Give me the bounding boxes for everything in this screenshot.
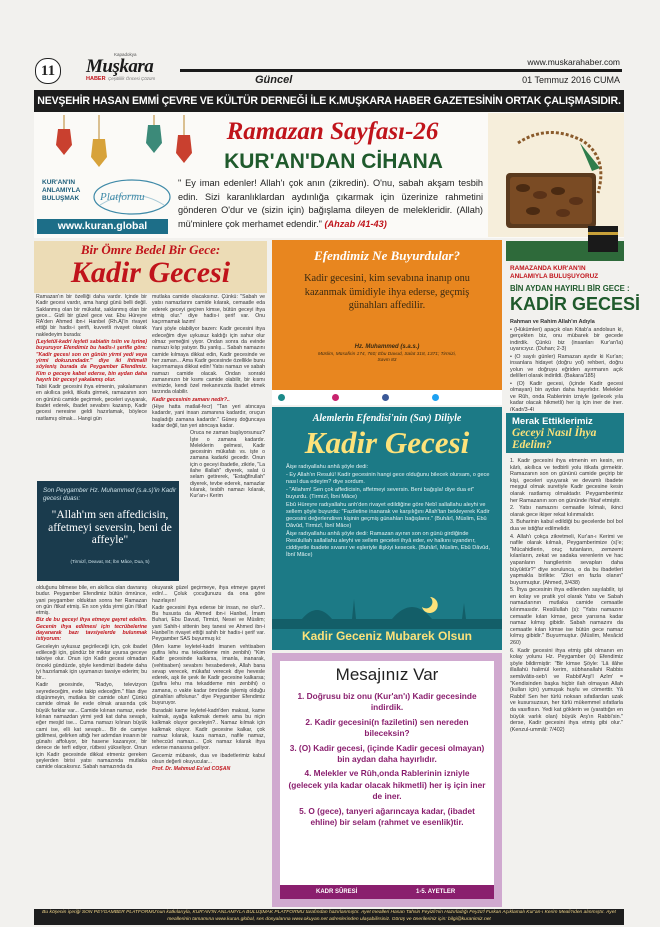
paragraph: Yani şöyle olabiliyor bazen: Kadir gecesini ihya edeceğim diye uykusuz kaldığı için sahur olur olmaz yemeğini yiyor. Ondan sonra da evinde namazı kılıp yatıyor. Bu yanlış... Sabah namazını camide kılmaya dikkat edin, Kadir gecesinde ve her zaman... Ama Kadir gecesinde özellikle bunu kaçırmamaya dikkat edin! Yatsı namazı ve sabah namazı camide olacak. Ondan sonraki zamanınızın bir kısmı camide olabilir, bir kısmı evinizde, kendi özel mekanınızda ibadet etmek tarzında olabilir. (152, 326, 265, 396)
message-item: 4. Melekler ve Rûh,onda Rablerinin izniyle (gelecek yıla kadar olacak hikmetli) her iş için iner de iner. (288, 768, 486, 802)
paragraph: 3. Buharinin kabul edildiği bu gecelerde bol bol dua ve istiğfar edilmelidir. (510, 519, 623, 532)
paragraph: Biz de bu geceyi ihya etmeye gayret edelim. Gecenin ihya edilmesi için tecrübelerine dayanarak bazı tavsiyelerde bulunmak istiyorum: (36, 617, 147, 643)
kadir-footer: Kadir Geceniz Mubarek Olsun (301, 629, 473, 643)
footer-text: Bu köşenin içeriği SON PEYGAMBER PLATFORMU'nun katkılarıyla, KUR'AN'IN ANLAMIYLA BULUŞMAK PLATFORMU tarafından hazırlanmıştır. Ayet mealleri Hasan Tahsin Feyizli'nin Hazırladığı Feyzü'l Furkan Açıklamalı Kur'an-ı Kerim Meali'nden alınmıştır. Ayet meallerinin tamamına www.kuran.global, ses dosyalarına www.okuyan.net adreslerinden ulaşabilirsiniz. Görüş ve önerileriniz için: bilgi@kuranimiz.net (42, 910, 616, 922)
paragraph: Oruca ne zaman başlıyorsunuz? İşte o zamana kadardır. Meleklerin gelmesi, Kadir gecesinin mükafatı vs. işte o zamana kadarki gecedir. Onun için o geceyi ibadetle, zikirle, "La ilahe illallah" diyerek, salat ü selam getirerek, "Estağfirullah" diyerek, tevbe ederek, namazlar kılarak, tesbih namazı kılarak, Kur'an-ı Kerim (190, 430, 265, 500)
paragraph: okuyarak güzel geçirmeye, ihya etmeye gayret edin!... Çoluk çocuğunuzu da ona göre hazırlayın! (152, 585, 265, 604)
paragraph: Âişe radıyallahu anhâ şöyle dedi: (286, 464, 369, 470)
paragraph: • (Hükümleri) apaçık olan Kitab'a andolsun ki, gerçekten biz, onu mübarek bir gecede indirdik. Çünkü biz (insanları Kur'an'la) uyarıcıyız. (Duhan; 2-3) (510, 326, 623, 352)
paragraph: Âişe radıyallahu anhâ şöyle dedi: Ramazan ayının son on günü girdiğinde Resûlullah sallallahu aleyhi ve sellem geceleri ihyâ eder, ev halkını uyandırır, ciddiyetle ibadete sıvanır ve eşleriyle ilişkiyi kesecek. (Buhârî, Müslim, Ebû Dâvûd, İbnî Mâce) (286, 531, 490, 558)
right-top-text (510, 319, 623, 411)
platform-url[interactable] (37, 219, 168, 234)
paragraph: Buradaki kame leyletel-kadri'den maksat, kame kalmak, ayağa kalkmak demek ama bu niçin kalkmak oluyor geceleyin?.. Namaz kılmak için kalkmak oluyor. Kadir gecesine kalkar, çok namaz kılarak, kaza namazı, nafile namaz, teheccüd namazı... Çok namaz kılarak ihya ederse manasına geliyor. (152, 707, 265, 752)
logo (66, 52, 176, 88)
paragraph: Ebû Hüreyre radıyallahu anh'den rivayet edildiğine göre Nebî sallallahu aleyhi ve sellem şöyle buyurdu: "Faziletine inanarak ve karşılığını Allah'tan bekleyerek Kadir gecesini değerlendiren kişinin geçmiş günahları bağışlanır." (Buhârî, Müslim, Ebû Dâvûd, Tirmizî, İbnî Mâce) (286, 502, 490, 529)
share-icon[interactable] (432, 394, 439, 401)
kadir-headline: Kadir Gecesi (304, 425, 470, 460)
paragraph: 6. Kadir gecesini ihya etmiş gibi olmanın en kolay yolunu Hz. Peygamber (s) Efendimiz şöyle bildirmiştir: "Bir kimse Şöyle: 'Lâ ilâhe illallahü halimül kerim, sübhanallahi Rabbis semâvâtis-seb'i ve Rabbil'Arşi'l Azîm' = "Kendisinden başka hiçbir ilah olmayan Allah (kulları için) yumuşak huylu ve cömerttir. Yâ Rabbi! Sen her türlü noksan sıfatlardan uzak ve kusursuzsun, her türlü mükemmel sıfatlarla da vasıflısın. Yedi kat göklerin ve (yarattığın en büyük varlık olan) büyük Arş'ın Rabbi'sin." derse, Kadir gecesini ihya etmiş gibi olur." (Kenzul-ummâl: 7/402) (510, 647, 623, 733)
paragraph: Kadir gecesinde, "Radyo, televizyon seyredeceğim, evde takip edeceğim." filan diye düşünmeyin, mutlaka bir camide olun! Çünkü camide olmak ile evde olmak arasında çok büyük farklar var... Camide kılınan namaz, evde kılınan namazdan yirmi yedi kat daha sevaplı, eğer mesjid ise... Cuma namazı kılınan büyük cami ise, elli kat sevaplı... Bir de camiye gidilmesi, gelirken attığı her adımdan insanın bir günahı affoluyor, bir hasene kazanıyor, bir derece de terfi ediyor, rütbesi yükseliyor. Onun için Kadir gecesinde dikkat etmeniz gereken şeylerden birisi yatsı namazında mutlaka camide olacaksınız. Sabah namazında da (36, 682, 147, 771)
verse-body: " Ey iman edenler! Allah'ı çok anın (zikredin). O'nu, sabah akşam tesbih edin. Sizi karanlıklardan aydınlığa çıkarmak için üzerinize rahmetini gönderen O'dur ve (sizin için) bağışlama dileyen de melekleridir. (Allah) mü'minlere çok merhamet edendir." (178, 178, 483, 229)
message-title: Mesajınız Var (335, 665, 439, 684)
right-top-label2: ANLAMIYLA BULUŞUYORUZ (510, 273, 599, 280)
kadir-hadith-box (272, 407, 502, 650)
logo-top: Kapadokya (114, 52, 137, 57)
logo-name: Muşkara (86, 56, 154, 77)
paragraph: 4. Allah'ı çokça zikretmeli, Kur'an-ı Kerimi ve nafile olarak kılmalı, Peygamberimize (s)'e; "Mücahidlerin, oruç tutanların, zemzemi kılanların, zekat ve sadaka verenlerin ve hac yapanların hangilerinin sevapları daha büyüktür?" diye sorulunca, o da bu ibadetleri yapmakla birlikte: "Zikri en fazla olanın" buyurmuştur. (Ahmed, 3/438) (510, 533, 623, 586)
paragraph: mutlaka camide olacaksınız. Çünkü: "Sabah ve yatsı namazlarını camide kılarak, cemaatle eda ederek geceyi geçiren kimse, bütün geceyi ihya etmiş olur." diye hadis-i şerif var. Onu kaçırmamak lazım! (152, 294, 265, 326)
left-article-col1b (36, 585, 147, 907)
right-bottom-kicker: Merak Ettiklerimiz (512, 416, 593, 427)
kaaba-icon (580, 212, 624, 258)
paragraph: Geceleyin uykusuz geçirileceği için, çok ibadet edileceği için, gündüz bir miktar uyursa geceye takviye olur. Onun için Kadir gecesi olmadan önceki gündüzde, şöyle kendimizi ibadete daha iyi hazırlamak için uyumanızı tavsiye ederim; bu bir... (36, 643, 147, 682)
platform-line3: BULUŞMAK (42, 195, 80, 202)
website-url[interactable]: www.muskarahaber.com (527, 57, 620, 67)
lantern-icon (44, 115, 204, 181)
paragraph: 2. Yatsı namazını cemaatle kılmalı, ikinci olarak gece ikişer rekat kılınmalıdır. (510, 505, 623, 518)
share-bar (272, 390, 502, 405)
paragraph: olduğunu bilmese bile, en akıllıca olan davranış budur. Peygamber Efendimiz bütün ömrünce, yani peygamber olduktan sonra her Ramazan on gün i'tikaf etmiş. En son yılda yirmi gün i'tikaf etmiş. (36, 585, 147, 617)
paragraph: (Men kame leyletel-kadri imanen vehtisaben gufira lehu ma tekaddeme min zenbihi) "Kim Kadir gecesinde kalkarsa, imanla, inanarak, (vehtisaben) sevabını hesabederek, Allah bana sevap verecek, mükafat verecek diye hevesle ederek, aşk ile şevk ile Kadir gecesine kalkarsa; (gufira lehu ma tekaddeme min zenbihi) o zamana, o vakte kadar ömründe işlemiş olduğu günahları affolunur." diye Peygamber Efendimiz buyuruyor. (152, 643, 265, 707)
right-bottom-header (506, 413, 624, 453)
banner-text: NEVŞEHİR HASAN EMMİ ÇEVRE VE KÜLTÜR DERNEĞİ İLE K.MUŞKARA HABER GAZETESİNİN ORTAK ÇALIŞMASIDIR. (37, 95, 621, 107)
paragraph: • (O sayılı günler) Ramazan ayıdır ki Kur'an; insanlara hidayet (doğru yol) rehberi, doğru yolun ve doğruyu eğriden ayırmanın açık delilleri olarak indirildi. (Bakara/185) (510, 353, 623, 379)
left-article-header (34, 241, 267, 293)
left-article-col1 (36, 294, 147, 479)
message-item: 1. Doğrusu biz onu (Kur'an'ı) Kadir gecesinde indirdik. (297, 691, 477, 713)
message-item: 5. O (gece), tanyeri ağarıncaya kadar, (ibadet ehline) bir selam (rahmet ve esenlik)tir. (299, 805, 475, 828)
message-footer (280, 885, 494, 899)
page-subtitle: KUR'AN'DAN CİHANA (224, 150, 443, 173)
paragraph: • (O) Kadir gecesi, (içinde Kadir gecesi olmayan) bin aydan daha hayırlıdır. Melekler ve Rûh, onda Rablerinin izniyle (gelecek yıla kadar olacak hikmetli) her iş için iner de iner. (Kadr/3-4) (510, 380, 623, 411)
verse-text (178, 177, 483, 231)
page-number-badge (35, 58, 61, 84)
section-label: Güncel (255, 74, 293, 86)
dua-ad-quote: "Allah'ım sen affedicisin, affetmeyi seversin, beni de affeyle" (48, 509, 172, 546)
paragraph: 1. Kadir gecesini ihya etmenin en kesin, en kârlı, akıllıca ve tedbirli yolu itikafa girmektir. Ramazanın son on gününü camide geçirip bir kişi, geceleri uyuyarak ve devamlı ibadete meşgul olmak suretiyle Kadir gecesine kesin olarak rastlamış olmaktadır. Peygamberimiz her Ramazanın son on gününde i'tikaf etmiştir. (510, 458, 623, 504)
paragraph: Tabii Kadir gecesini ihya etmenin, yakalamanın en akıllıca şekli, itikafa girmek, ramazanın son on gününü camide geçirmek, geceleri uyuyarak, ibadet ederek, ibadet sevabını kazanıp, Kadir gecesi neresine geldi hazırlamak, böylece rastlamış olmak... Hangi gün (36, 384, 147, 422)
issue-date: 01 Temmuz 2016 CUMA (522, 75, 620, 85)
mosque-silhouette-icon (272, 593, 502, 629)
message-list (288, 691, 486, 828)
platform-line1: KUR'AN'IN (42, 179, 76, 186)
platform-logo (38, 175, 178, 221)
right-bottom-headline: Geceyi Nasıl İhya Edelim? (512, 427, 597, 451)
left-article-kicker: Bir Ömre Bedel Bir Gece: (80, 242, 221, 257)
verse-ref: (Ahzab /41-43) (324, 218, 387, 229)
share-icon[interactable] (332, 394, 339, 401)
right-top-label1: RAMAZANDA KUR'AN'IN (510, 265, 586, 272)
right-top-headline: KADİR GECESİ (510, 294, 641, 314)
right-top-kicker: BİN AYDAN HAYIRLI BİR GECE : (510, 284, 630, 293)
message-item: 2. Kadir gecesini(n faziletini) sen nereden bileceksin? (305, 716, 469, 739)
logo-slogan: Çeşitlilik Öncesi Çözüm (108, 76, 156, 81)
hadith-quote: Kadir gecesini, kim sevabına inanıp onu kazanmak ümidiyle ihya ederse, geçmiş günahları affedilir. (304, 273, 470, 311)
page-title: Ramazan Sayfası-26 (226, 118, 439, 145)
paragraph: Gecemiz mübarek, dua ve ibadetlerimiz kabul olsun değerli okuyucular... (152, 752, 265, 766)
platform-word: Platformu (100, 191, 145, 203)
page-number: 11 (40, 63, 56, 79)
paragraph: 5. İhya gecesinin ihya edilenden sayılabilir, işi en kolay ve pratik yol olarak Yatsı ve Sabah namazlarının mutlaka camide cemaatle kılınmasıdır. Resûlullah (s): "Yatsı namazını cemaatle kılan kimse, gece yarısına kadar namaz kılmış gibidir. Sabah namazını da cemaatle kılan kimse ise bütün gece namaz kılmış gibidir." Buyurmuştur. (Müslim, Mesâcid 260) (510, 587, 623, 647)
hadith-author: Hz. Muhammed (s.a.s.) (354, 344, 420, 350)
banner (34, 90, 624, 112)
paragraph: - Ey Allah'ın Resulü! Kadir gecesinin hangi gece olduğunu bilecek olursam, o gece nasıl dua edeyim? diye sordum. (286, 472, 490, 485)
paragraph: Kadir gecesinin zamanı nedir?.. (152, 396, 230, 403)
message-footer-left: KADR SÛRESİ (316, 889, 358, 895)
dua-ad (37, 481, 179, 581)
dua-ad-ref: (Tirmizî, Deavat, 84; İbn Mâce, Dua, 5) (70, 559, 150, 564)
header-rule (180, 69, 622, 72)
footer-credits (34, 909, 624, 925)
paragraph: (Leyletül-kadri leyleti sabiatin tsiin ve işrine) buyuruyor Efendimiz bu hadis-i şerifle göre: "Kadir gecesi son on günün yirmi yedi veya yirmi dokuzundadır." diye iki ihtimalli söyleniş burada da Peygamber Efendimiz. Kim o geceye kabet ederse, bin aydan daha hayırlı bir geceyi yakalamış olur. (36, 339, 147, 383)
dua-ad-intro: Son Peygamber Hz. Muhammed (s.a.s)'in Kadir gecesi duası: (43, 487, 177, 502)
kadir-text (286, 464, 494, 559)
platform-line2: ANLAMIYLA (42, 187, 81, 194)
hadith-source: Müslim, Müsafirin 174, 760; Ebu Davud, Salat 318, 1371; Tirmizi, Savm 83 (317, 352, 457, 363)
hadith-box (272, 240, 502, 405)
kadir-kicker: Alemlerin Efendisi'nin (Sav) Diliyle (312, 413, 462, 424)
hadith-title: Efendimiz Ne Buyurdular? (314, 248, 460, 263)
paragraph: Ramazan'ın bir özelliği daha vardır. İçinde bir Kadir gecesi vardır, ama hangi günü belli değil. Saklanmış olan bir mükafat, saklanmış olan bir gece... Gizli bir güzel gece var. Ebu Hüreyre RA'den Ahmed ibn-i Hanbel (Rh.A)'in rivayet ettiği bir hadis-i şerifi, kuvvetli rivayet olarak nakledeyim burada: (36, 294, 147, 338)
paragraph: Rahman ve Rahim Allah'ın Adıyla (510, 319, 595, 325)
message-footer-right: 1-5. AYETLER (416, 889, 456, 895)
paragraph: - "Allahım! Sen çok affedicisin, affetmeyi seversin. Beni bağışla! diye dua et" buyurdu. (Tirmizî, İbni Mâce) (286, 487, 475, 500)
left-article-headline: Kadir Gecesi (70, 256, 231, 289)
share-icon[interactable] (382, 394, 389, 401)
paragraph: (Hiye hatta matlail-fecr) "Tan yeri atıncaya kadardır, yani insan zamanına kadardır, oruçun başladığı zamana kadardır." Güneş doğuncaya kadar değil, tan yeri atıncaya kadar. (152, 404, 265, 429)
share-icon[interactable] (278, 394, 285, 401)
left-article-col2b (152, 585, 265, 907)
article-author: Prof. Dr. Mahmud Es'ad COŞAN (152, 766, 231, 773)
paragraph: Kadir gecesini ihya ederse bir insan, ne olur?.. Bu hususta da Ahmed ibn-i Hanbel, İmam Buhari, Ebu Davud, Tirmizi, Nesei ve Müslim; yani Sahih-i sittenin beş tanesi ve Ahmed ibn-i Hanbel'in rivayet ettiği sahih bir hadis-i şerif var. Peygamber SAS buyurmuş ki: (152, 604, 265, 643)
right-bottom-text (510, 458, 623, 908)
message-box (272, 653, 502, 907)
logo-sub: HABER (86, 76, 106, 82)
platform-url-text[interactable]: www.kuran.global (57, 220, 148, 232)
message-item: 3. (O) Kadir gecesi, (içinde Kadir gecesi olmayan) bin aydan daha hayırlıdır. (289, 742, 485, 765)
